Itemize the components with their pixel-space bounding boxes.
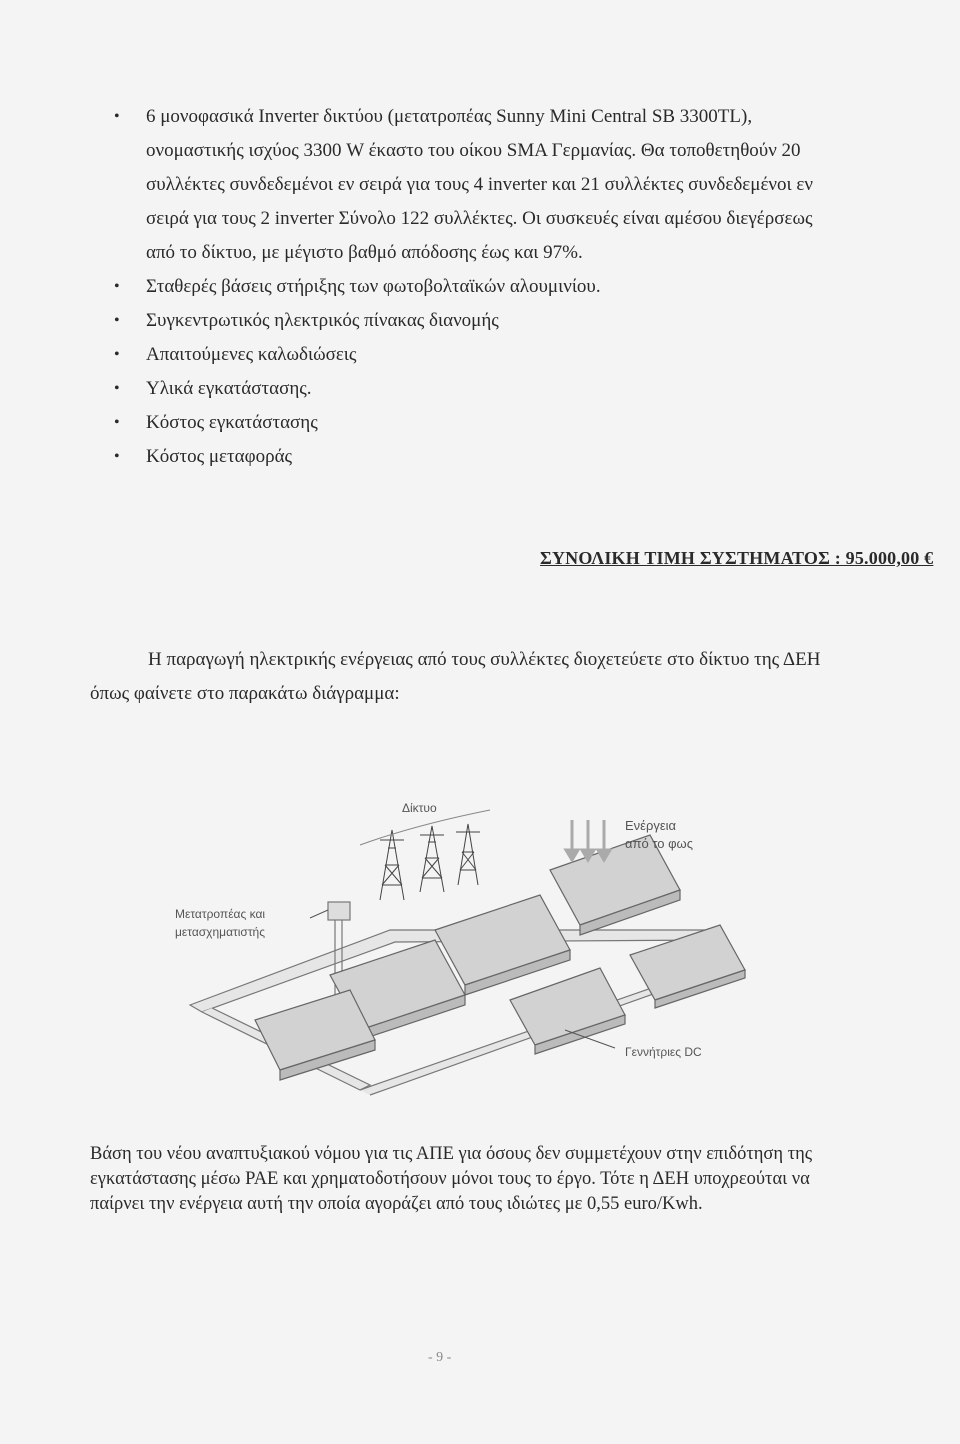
power-pylons (360, 810, 490, 900)
energy-label: Ενέργεια (625, 818, 677, 833)
inverter-label-2: μετασχηματιστής (175, 925, 266, 939)
pv-system-diagram (160, 790, 800, 1110)
network-label: Δίκτυο (402, 801, 437, 815)
list-item: • Υλικά εγκατάστασης. (110, 372, 830, 406)
generators-label: Γεννήτριες DC (625, 1045, 702, 1059)
pylon-icon (420, 826, 444, 892)
energy-label-2: από το φως (625, 836, 693, 851)
bullet-icon: • (114, 312, 120, 329)
page-number: - 9 - (428, 1350, 452, 1365)
list-item: • Απαιτούμενες καλωδιώσεις (110, 338, 830, 372)
bullet-icon: • (114, 346, 120, 363)
solar-panel (435, 895, 570, 985)
list-item: • Σταθερές βάσεις στήριξης των φωτοβολταϊκών αλουμινίου. (110, 270, 830, 304)
list-item: • Συγκεντρωτικός ηλεκτρικός πίνακας διανομής (110, 304, 830, 338)
bullet-icon: • (114, 414, 120, 431)
list-item: • Κόστος εγκατάστασης (110, 406, 830, 440)
total-price: ΣΥΝΟΛΙΚΗ ΤΙΜΗ ΣΥΣΤΗΜΑΤΟΣ : 95.000,00 € (540, 548, 934, 568)
equipment-list (110, 100, 830, 474)
pylon-icon (380, 830, 404, 900)
pointer-line (310, 910, 328, 918)
bullet-icon: • (114, 108, 120, 125)
bullet-icon: • (114, 448, 120, 465)
bullet-icon: • (114, 278, 120, 295)
paragraph-production: Η παραγωγή ηλεκτρικής ενέργειας από τους συλλέκτες διοχετεύετε στο δίκτυο της ΔΕΗ όπως φαίνετε στο παρακάτω διάγραμμα: (90, 649, 821, 704)
light-arrows-icon (566, 820, 610, 860)
bullet-icon: • (114, 380, 120, 397)
list-item: • 6 μονοφασικά Inverter δικτύου (μετατροπέας Sunny Mini Central SB 3300TL), ονομαστικής ισχύος 3300 W έκαστο του οίκου SMA Γερμανίας. Θα τοποθετηθούν 20 συλλέκτες συνδεδεμένοι εν σειρά για τους 4 inverter και 21 συλλέκτες συνδεδεμένοι εν σειρά για τους 2 inverter Σύνολο 122 συλλέκτες. Οι συσκευές είναι αμέσου διεγέρσεως από το δίκτυο, με μέγιστο βαθμό απόδοσης έως και 97%. (110, 100, 830, 270)
inverter-label: Μετατροπέας και (175, 907, 266, 921)
list-item: • Κόστος μεταφοράς (110, 440, 830, 474)
pylon-icon (456, 824, 480, 885)
paragraph-law: Βάση του νέου αναπτυξιακού νόμου για τις ΑΠΕ για όσους δεν συμμετέχουν στην επιδότηση της εγκατάστασης μέσω ΡΑΕ και χρηματοδοτήσουν μόνοι τους το έργο. Τότε η ΔΕΗ υποχρεούται να παίρνει την ενέργεια αυτή την οποία αγοράζει από τους ιδιώτες με 0,55 euro/Kwh. (90, 1144, 813, 1214)
inverter-box (328, 902, 350, 920)
